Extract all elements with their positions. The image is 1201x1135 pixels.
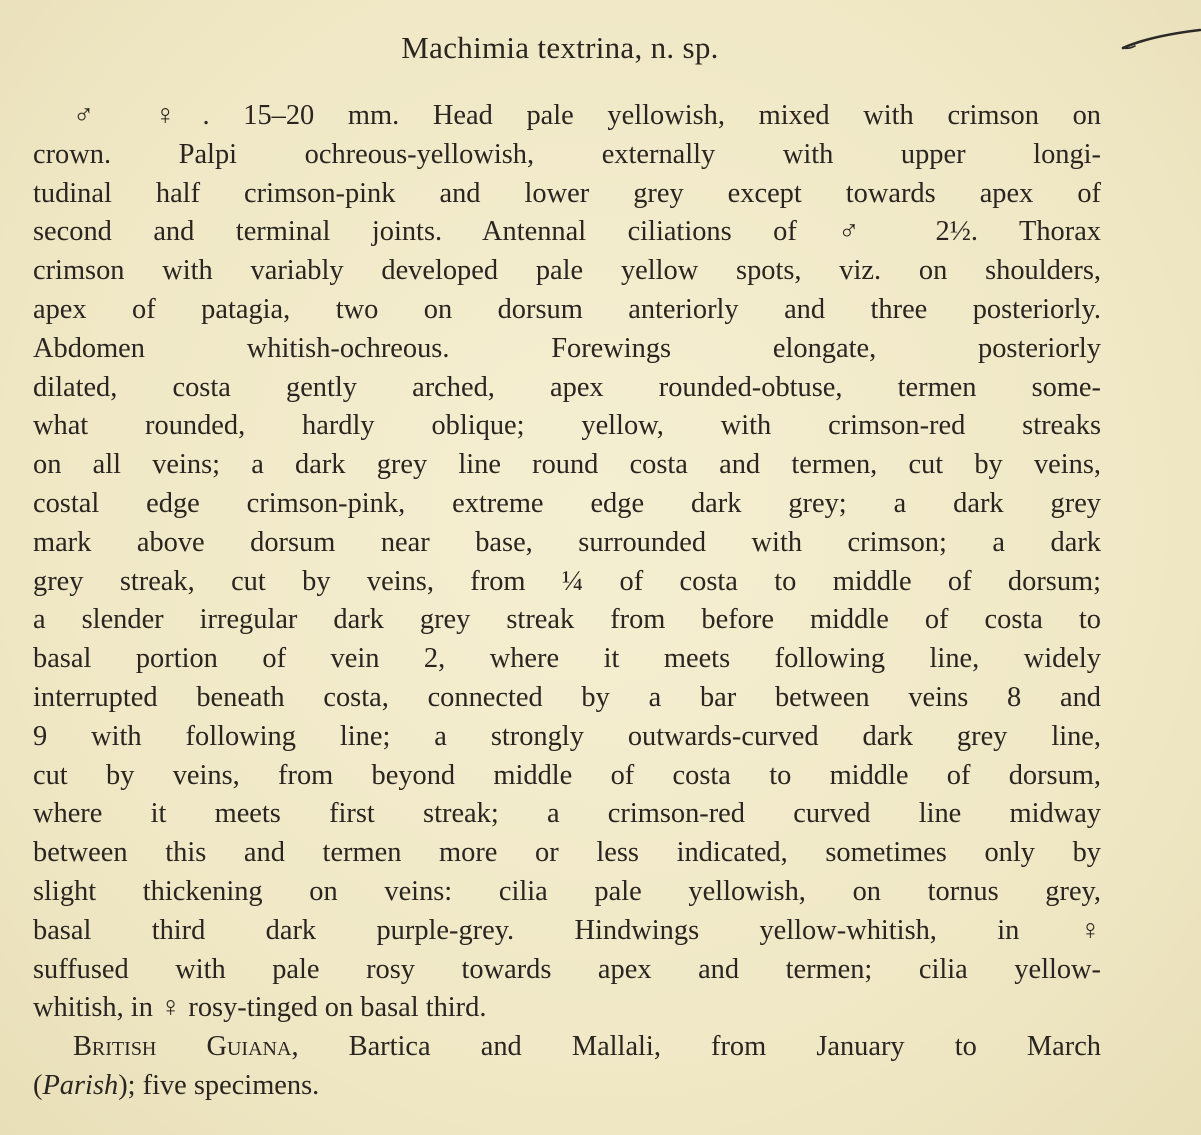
description-line: basal third dark purple-grey. Hindwings yellow-whitish, in ♀ bbox=[33, 914, 1101, 946]
description-line: Abdomen whitish-ochreous. Forewings elongate, posteriorly bbox=[33, 332, 1101, 364]
collector-name: Parish bbox=[42, 1069, 119, 1101]
description-line: mark above dorsum near base, surrounded with crimson; a dark bbox=[33, 526, 1101, 558]
description-line: a slender irregular dark grey streak from before middle of costa to bbox=[33, 604, 1101, 636]
locality-region: British Guiana bbox=[73, 1031, 292, 1063]
description-line: apex of patagia, two on dorsum anteriorly and three posteriorly. bbox=[33, 293, 1101, 325]
description-line: tudinal half crimson-pink and lower grey except towards apex of bbox=[33, 177, 1101, 209]
description-line: crimson with variably developed pale yellow spots, viz. on shoulders, bbox=[33, 255, 1101, 287]
description-line: 9 with following line; a strongly outwards-curved dark grey line, bbox=[33, 720, 1101, 752]
description-line: suffused with pale rosy towards apex and termen; cilia yellow- bbox=[33, 953, 1101, 985]
description-line: on all veins; a dark grey line round costa and termen, cut by veins, bbox=[33, 449, 1101, 481]
specimen-count: ); five specimens. bbox=[118, 1069, 320, 1101]
locality-details: , Bartica and Mallali, from January to March bbox=[291, 1031, 1102, 1063]
description-line: cut by veins, from beyond middle of costa to middle of dorsum, bbox=[33, 759, 1101, 791]
locality-line bbox=[33, 1028, 1101, 1067]
description-line: grey streak, cut by veins, from ¼ of costa to middle of dorsum; bbox=[33, 565, 1101, 597]
description-line: basal portion of vein 2, where it meets following line, widely bbox=[33, 643, 1101, 675]
description-line: what rounded, hardly oblique; yellow, with crimson-red streaks bbox=[33, 410, 1101, 442]
species-title: Machimia textrina, n. sp. bbox=[401, 30, 719, 65]
description-line: dilated, costa gently arched, apex rounded-obtuse, termen some- bbox=[33, 371, 1101, 403]
description-line: whitish, in ♀ rosy-tinged on basal third. bbox=[33, 992, 487, 1024]
description-line: slight thickening on veins: cilia pale yellowish, on tornus grey, bbox=[33, 875, 1101, 907]
description-line: interrupted beneath costa, connected by a bar between veins 8 and bbox=[33, 681, 1101, 713]
description-line: crown. Palpi ochreous-yellowish, externally with upper longi- bbox=[33, 138, 1101, 170]
pen-mark-decoration bbox=[1121, 28, 1201, 58]
description-line: where it meets first streak; a crimson-red curved line midway bbox=[33, 798, 1101, 830]
collector-line bbox=[33, 1067, 1101, 1106]
description-line: between this and termen more or less indicated, sometimes only by bbox=[33, 837, 1101, 869]
collector-open-paren: ( bbox=[33, 1069, 43, 1101]
description-line: costal edge crimson-pink, extreme edge dark grey; a dark grey bbox=[33, 487, 1101, 519]
description-line: second and terminal joints. Antennal ciliations of ♂ 2½. Thorax bbox=[33, 216, 1101, 248]
species-description bbox=[33, 97, 1101, 1106]
description-line: ♂ ♀. 15–20 mm. Head pale yellowish, mixed with crimson on bbox=[73, 100, 1101, 131]
